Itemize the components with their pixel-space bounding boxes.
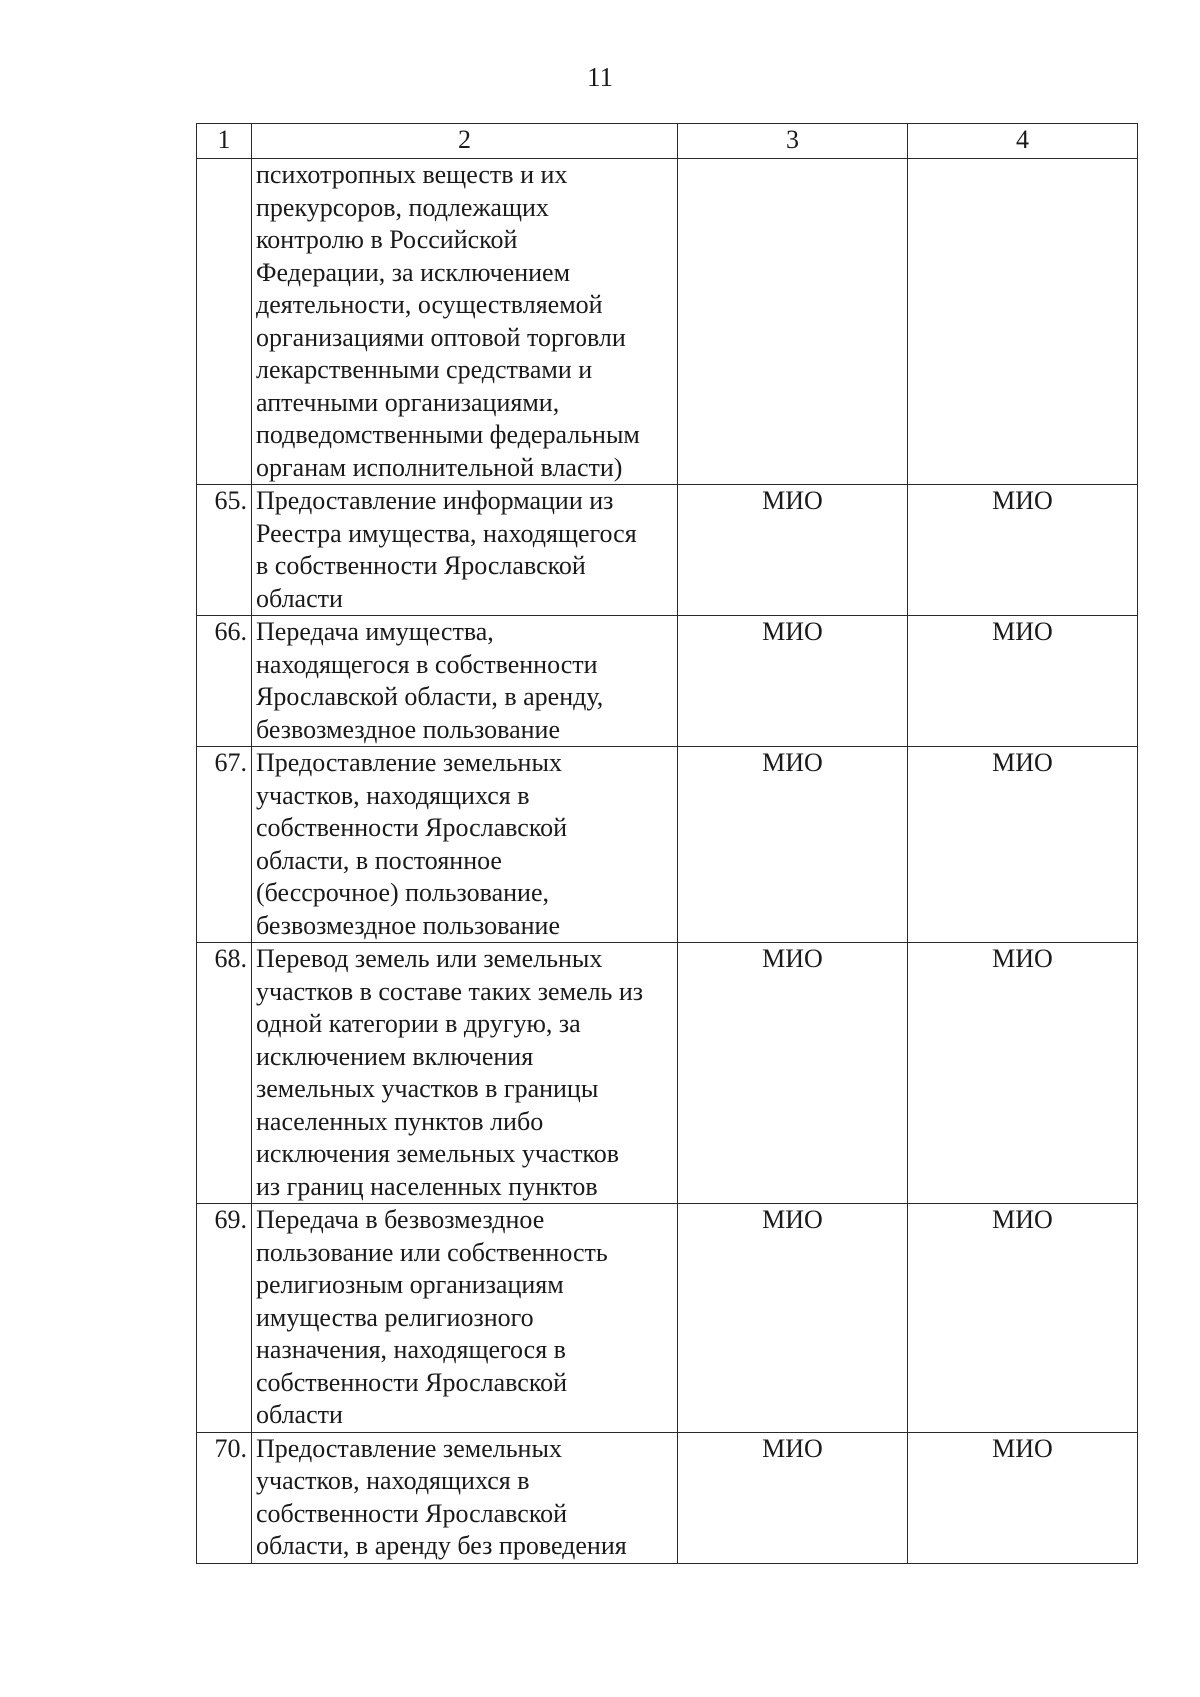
header-col-2: 2: [252, 124, 678, 159]
col4-value: МИО: [908, 943, 1138, 1204]
service-name: [252, 747, 678, 943]
service-name: [252, 1432, 678, 1563]
table-row: [197, 747, 1138, 943]
header-col-4: 4: [908, 124, 1138, 159]
table-row: [197, 1204, 1138, 1433]
row-number: 65.: [197, 485, 252, 616]
service-name-line: пользование или собственность: [256, 1237, 608, 1267]
service-name-line: области, в аренду без проведения: [256, 1531, 627, 1560]
header-col-1: 1: [197, 124, 252, 159]
service-name: [252, 485, 678, 616]
service-name-line: собственности Ярославской: [256, 813, 568, 842]
service-name-line: участков в составе таких земель из: [256, 976, 644, 1006]
service-name-line: Предоставление земельных: [256, 1433, 562, 1463]
table-row: [197, 1432, 1138, 1563]
service-name-line: одной категории в другую, за: [256, 1009, 581, 1038]
row-number: 66.: [197, 616, 252, 747]
row-number: [197, 159, 252, 485]
col3-value: МИО: [678, 747, 908, 943]
service-name-line: населенных пунктов либо: [256, 1106, 544, 1136]
col3-value: МИО: [678, 943, 908, 1204]
table-row: [197, 943, 1138, 1204]
page-number: 11: [587, 62, 613, 92]
service-name-line: лекарственными средствами и: [256, 355, 593, 384]
table-header: [197, 124, 1138, 159]
service-name: [252, 159, 678, 485]
service-name-line: назначения, находящегося в: [256, 1335, 566, 1364]
service-name-line: органам исполнительной власти): [256, 452, 623, 482]
service-name-line: области, в постоянное: [256, 845, 502, 875]
table-row: [197, 616, 1138, 747]
service-name: [252, 616, 678, 747]
service-name-line: психотропных веществ и их: [256, 160, 568, 189]
col4-value: МИО: [908, 1432, 1138, 1563]
service-name-line: в собственности Ярославской: [256, 551, 586, 580]
col3-value: МИО: [678, 1432, 908, 1563]
service-name-line: имущества религиозного: [256, 1302, 534, 1332]
col3-value: МИО: [678, 616, 908, 747]
service-name-line: исключения земельных участков: [256, 1139, 620, 1168]
col4-value: [908, 159, 1138, 485]
row-number: 70.: [197, 1432, 252, 1563]
service-name-line: участков, находящихся в: [256, 1466, 530, 1495]
service-name-line: Предоставление земельных: [256, 748, 562, 777]
service-name-line: области: [256, 583, 343, 613]
service-name-line: земельных участков в границы: [256, 1074, 599, 1103]
col3-value: МИО: [678, 1204, 908, 1433]
service-name-line: контролю в Российской: [256, 225, 518, 254]
service-name-line: собственности Ярославской: [256, 1367, 568, 1397]
service-name-line: Ярославской области, в аренду,: [256, 682, 604, 711]
table-row: [197, 159, 1138, 485]
col4-value: МИО: [908, 616, 1138, 747]
service-name-line: прекурсоров, подлежащих: [256, 192, 549, 222]
row-number: 68.: [197, 943, 252, 1204]
service-name-line: Федерации, за исключением: [256, 257, 571, 287]
service-name: [252, 943, 678, 1204]
service-name-line: деятельности, осуществляемой: [256, 290, 603, 319]
service-name-line: области: [256, 1400, 343, 1429]
service-name-line: (бессрочное) пользование,: [256, 878, 550, 907]
services-table: [196, 123, 1138, 1564]
service-name-line: Перевод земель или земельных: [256, 944, 603, 973]
service-name-line: Передача в безвозмездное: [256, 1205, 545, 1234]
service-name-line: из границ населенных пунктов: [256, 1171, 598, 1201]
header-col-3: 3: [678, 124, 908, 159]
header-row: [197, 124, 1138, 159]
service-name-line: участков, находящихся в: [256, 780, 530, 810]
table-row: [197, 485, 1138, 616]
row-number: 69.: [197, 1204, 252, 1433]
service-name: [252, 1204, 678, 1433]
row-number: 67.: [197, 747, 252, 943]
service-name-line: находящегося в собственности: [256, 649, 598, 679]
col4-value: МИО: [908, 1204, 1138, 1433]
service-name-line: безвозмездное пользование: [256, 714, 560, 744]
col3-value: МИО: [678, 485, 908, 616]
service-name-line: собственности Ярославской: [256, 1498, 568, 1528]
col4-value: МИО: [908, 747, 1138, 943]
service-name-line: безвозмездное пользование: [256, 910, 560, 940]
service-name-line: Предоставление информации из: [256, 486, 614, 515]
service-name-line: Передача имущества,: [256, 617, 494, 646]
service-name-line: подведомственными федеральным: [256, 420, 640, 449]
col4-value: МИО: [908, 485, 1138, 616]
service-name-line: аптечными организациями,: [256, 387, 560, 417]
table-body: [197, 159, 1138, 1564]
service-name-line: Реестра имущества, находящегося: [256, 518, 637, 548]
col3-value: [678, 159, 908, 485]
service-name-line: организациями оптовой торговли: [256, 322, 626, 352]
service-name-line: исключением включения: [256, 1041, 534, 1071]
service-name-line: религиозным организациям: [256, 1270, 564, 1299]
